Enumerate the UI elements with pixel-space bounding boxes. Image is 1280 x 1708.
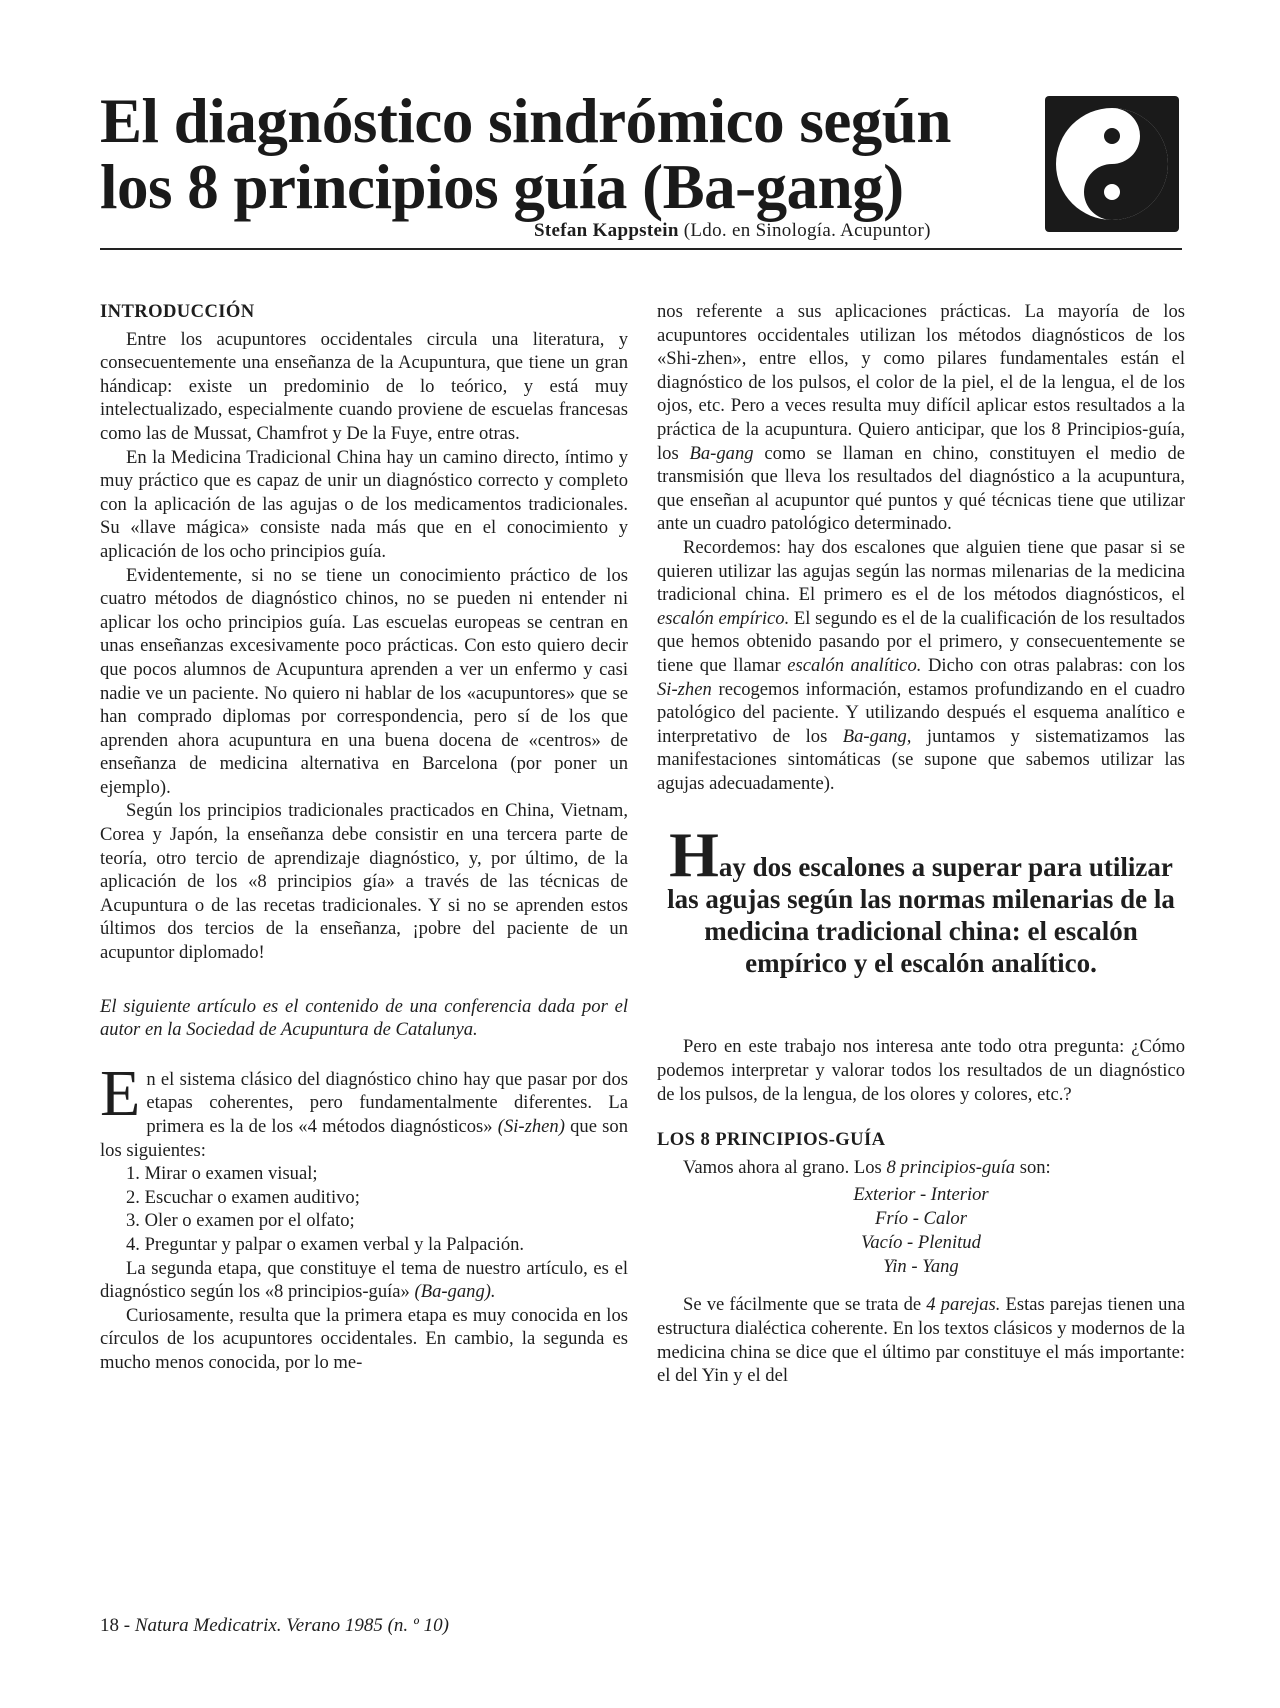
dropcap-text: n el sistema clásico del diagnóstico chino hay que pasar por dos etapas coherentes, pero fundamentalmente diferentes. La primera es la de los «4 métodos diagnósticos» — [146, 1068, 628, 1137]
continuation-paragraph — [657, 300, 1185, 536]
ba-gang-term: (Ba-gang). — [414, 1281, 496, 1303]
text-span: Recordemos: hay dos escalones que alguien tiene que pasar si se quieren utilizar las agujas según las normas milenarias de la medicina tradicional china. El primero es el de los métodos diagnósticos, el — [657, 536, 1185, 606]
author-credentials: (Ldo. en Sinología. Acupuntor) — [683, 220, 931, 241]
ba-gang-term: Ba-gang, — [842, 725, 912, 747]
dropcap-letter: E — [100, 1056, 141, 1130]
second-stage-text: La segunda etapa, que constituye el tema de nuestro artículo, es el diagnóstico según los «8 principios-guía» — [100, 1257, 628, 1303]
si-zhen-term: Si-zhen — [657, 678, 712, 700]
two-steps-paragraph — [657, 536, 1185, 796]
page-footer — [100, 1615, 449, 1637]
text-span: Dicho con otras palabras: con los — [927, 654, 1185, 676]
pairs-term: 4 parejas. — [926, 1294, 1001, 1316]
principles-heading: LOS 8 PRINCIPIOS-GUÍA — [657, 1129, 886, 1151]
dropcap-tail: que son los siguientes: — [100, 1116, 628, 1161]
pair-item: Exterior - Interior — [853, 1184, 989, 1206]
pairs-paragraph — [657, 1293, 1185, 1387]
text-span: nos referente a sus aplicaciones prácticas. La mayoría de los acupuntores occidentales utilizan los métodos diagnósticos de los «Shi-zhen», entre ellos, y como pilares fundamentales están el diagnóstico de los pulsos, el color de la piel, el de la lengua, el de los ojos, etc. Pero a veces resulta muy difícil aplicar estos resultados a la práctica de la acupuntura. Quiero anticipar, que los 8 Principios-guía, los — [657, 301, 1185, 464]
text-span: Estas parejas tienen una estructura dialéctica coherente. En los textos clásicos y modernos de la medicina china se dice que el último par constituye el más importante: el del Yin y el del — [657, 1294, 1185, 1387]
title-line-1: El diagnóstico sindrómico según — [100, 86, 951, 156]
conference-note: El siguiente artículo es el contenido de una conferencia dada por el autor en la Sociedad de Acupuntura de Catalunya. — [100, 995, 628, 1041]
intro-paragraph-3: Evidentemente, si no se tiene un conocimiento práctico de los cuatro métodos de diagnóstico chinos, no se pueden ni entender ni aplicar los ocho principios guía. Las escuelas europeas se centran en unas enseñanzas excesivamente poco prácticas. Con esto quiero decir que pocos alumnos de Acupuntura aprenden a ver un enfermo y casi nadie ve un paciente. No quiero ni hablar de los «acupuntores» que se han comprado diplomas por correspondencia, pero sí de los que aprenden ahora acupuntura en una buena docena de «centros» de enseñanza de medicina alternativa en Barcelona (por poner un ejemplo). — [100, 564, 628, 798]
text-span: Se ve fácilmente que se trata de — [683, 1294, 922, 1316]
left-column — [100, 300, 628, 1375]
curious-paragraph: Curiosamente, resulta que la primera etapa es muy conocida en los círculos de los acupuntores occidentales. En cambio, la segunda es mucho menos conocida, por lo me- — [100, 1304, 628, 1373]
ba-gang-term: Ba-gang — [689, 442, 754, 464]
text-span: El segundo es el de la cualificación de los resultados que hemos obtenido pasando por el primero, y consecuentemente se tiene que llamar — [657, 607, 1185, 676]
right-column — [657, 300, 1185, 1388]
journal-citation: Natura Medicatrix. Verano 1985 (n. º 10) — [134, 1615, 449, 1636]
text-span: Vamos ahora al grano. Los — [683, 1156, 882, 1178]
yin-yang-icon — [1045, 96, 1179, 232]
principles-pairs — [657, 1183, 1185, 1279]
author-name: Stefan Kappstein — [534, 220, 679, 241]
list-item: 2. Escuchar o examen auditivo; — [126, 1186, 360, 1208]
author-line — [534, 220, 931, 242]
pullquote-cap: H — [669, 819, 719, 891]
page-number: 18 - — [100, 1615, 131, 1636]
intro-paragraph-2: En la Medicina Tradicional China hay un camino directo, íntimo y muy práctico que es capaz de unir un diagnóstico correcto y completo con la aplicación de las agujas o de los medicamentos tradicionales. Su «llave mágica» consiste nada más que en el conocimiento y aplicación de los ocho principios guía. — [100, 446, 628, 562]
analytic-step-term: escalón analítico. — [787, 654, 922, 676]
list-item: 3. Oler o examen por el olfato; — [126, 1210, 355, 1232]
list-item: 1. Mirar o examen visual; — [126, 1163, 318, 1185]
header-rule — [100, 248, 1182, 250]
pull-quote — [667, 819, 1175, 979]
intro-paragraph-4: Según los principios tradicionales practicados en China, Vietnam, Corea y Japón, la enseñanza debe consistir en una tercera parte de teoría, otro tercio de aprendizaje diagnóstico, y, por último, de la aplicación de los «8 principios gía» a través de las técnicas de Acupuntura o de las recetas tradicionales. Y si no se aprenden estos últimos dos tercios de la enseñanza, ¡pobre del paciente de un acupuntor diplomado! — [100, 800, 628, 964]
text-span: recogemos información, estamos profundizando en el cuadro patológico del paciente. Y utilizando después el esquema analítico e interpretativo de los — [657, 678, 1185, 747]
pair-item: Yin - Yang — [883, 1256, 959, 1278]
intro-heading: INTRODUCCIÓN — [100, 301, 255, 322]
dropcap-paragraph — [100, 1056, 628, 1162]
second-stage-paragraph — [100, 1257, 628, 1304]
text-span: juntamos y sistematizamos las manifestaciones sintomáticas (se supone que sabemos utilizar las agujas adecuadamente). — [657, 725, 1185, 794]
empirical-step-term: escalón empírico. — [657, 607, 790, 629]
text-span: son: — [1019, 1156, 1051, 1178]
principles-intro — [657, 1156, 1185, 1180]
pair-item: Frío - Calor — [875, 1208, 967, 1230]
list-item: 4. Preguntar y palpar o examen verbal y la Palpación. — [126, 1233, 525, 1255]
si-zhen-term: (Si-zhen) — [497, 1116, 565, 1137]
diagnostic-methods-list — [100, 1162, 628, 1256]
principles-term: 8 principios-guía — [886, 1156, 1016, 1178]
text-span: como se llaman en chino, constituyen el medio de transmisión que lleva los resultados del diagnóstico a la acupuntura, que enseñan al acupuntor qué puntos y qué técnicas tiene que utilizar ante un cuadro patológico determinado. — [657, 442, 1186, 535]
title-line-2: los 8 principios guía (Ba-gang) — [100, 152, 904, 222]
question-paragraph: Pero en este trabajo nos interesa ante todo otra pregunta: ¿Cómo podemos interpretar y valorar todos los resultados de un diagnóstico de los pulsos, de la lengua, de los olores y colores, etc.? — [657, 1036, 1185, 1105]
pair-item: Vacío - Plenitud — [861, 1232, 981, 1254]
pullquote-text: ay dos escalones a superar para utilizar las agujas según las normas milenarias de la medicina tradicional china: el escalón empírico y el escalón analítico. — [667, 852, 1175, 979]
article-title — [100, 88, 980, 220]
intro-paragraph-1: Entre los acupuntores occidentales circula una literatura, y consecuentemente una enseñanza de la Acupuntura, que tiene un gran hándicap: existe un predominio de lo teórico, y está muy intelectualizado, especialmente cuando proviene de escuelas francesas como las de Mussat, Chamfrot y De la Fuye, entre otras. — [100, 328, 628, 444]
